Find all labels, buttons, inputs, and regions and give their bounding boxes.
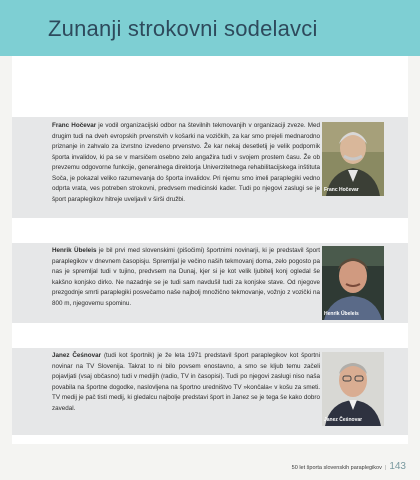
profile-description: (tudi kot športnik) je že leta 1971 predstavil šport paraplegikov kot športni novinar na TV Slovenija. Takrat to ni bilo povsem enostavno, a smo se kljub temu začeli pojavljati (vsaj občasno) tudi v medijih (radio, TV in časopisi). Tudi po njegovi zaslugi niso naša povabila na športne dogodke, naslovljena na športno uredništvo TV »končala« v košu za smeti. TV medij je pač tisti medij, ki gledalcu najbolje predstavi šport in Janez se je tega še kako dobro zavedal.	[52, 352, 320, 412]
portrait-photo	[322, 246, 384, 320]
profile-name: Janez Čeśnovar	[52, 352, 102, 359]
photo-caption: Henrik Übeleis	[324, 311, 359, 317]
photo-caption: Janez Čeśnovar	[324, 417, 363, 423]
portrait-illustration	[322, 352, 384, 426]
profile-description: je bil prvi med slovenskimi (pišočimi) športnimi novinarji, ki je predstavil šport paraplegikov v dnevnem časopisju. Spremljal je večino naših tekmovanj doma, zelo pogosto pa nas je spremljal tudi v tujino, predvsem na Dunaj, kjer si je kot velik ljubitelj konj ogledal še kakšno konjsko dirko. Ne nazadnje se je tudi sam navdušil tudi za konjske stave. Od njegove prezgodnje smrti paraplegiki posvečamo naše najbolj množično tekmovanje, vožnjo z vozički na 800 m, njegovemu spominu.	[52, 247, 320, 307]
profile-name: Franc Hočevar	[52, 122, 97, 129]
profile-henrik-ubeleis	[12, 243, 408, 323]
portrait-illustration	[322, 246, 384, 320]
portrait-photo	[322, 352, 384, 426]
page-title: Zunanji strokovni sodelavci	[48, 16, 318, 41]
photo-caption: Franc Hočevar	[324, 187, 359, 193]
page-footer	[292, 461, 406, 472]
page-number: 143	[389, 461, 406, 472]
page-header	[0, 0, 420, 56]
profile-description: je vodil organizacijski odbor na številnih tekmovanjih v organizaciji zveze. Med drugim tudi na dveh evropskih prvenstvih v košarki na vozičkih, za kar smo prejeli mednarodno priznanje in zahvalo za izvrstno izvedeno prvenstvo. Že kar nekaj desetletij je velik podpornik športa invalidov, ki pa se v marsičem osebno zelo angažira tudi v svojem prostem času. Že ob prevzemu odgovorne funkcije, generalnega direktorja Univerzitetnega rehabilitacijskega inštituta Soča, je pokazal veliko razumevanja do športa invalidov. Pri njemu smo imeli paraplegiki vedno odprta vrata, ves potreben strokovni, predvsem medicinski kader. Tudi po njegovi zaslugi se je šport paraplegikov hitreje uveljavil v širši družbi.	[52, 122, 321, 203]
profile-text	[52, 121, 320, 205]
footer-title: 50 let športa slovenskih paraplegikov	[291, 465, 382, 471]
profile-janez-cesnovar	[12, 348, 408, 435]
portrait-photo	[322, 122, 384, 196]
profile-name: Henrik Übeleis	[52, 247, 97, 254]
profile-text	[52, 351, 320, 414]
portrait-illustration	[322, 122, 384, 196]
footer-separator: |	[384, 465, 387, 471]
profile-text	[52, 246, 320, 309]
profile-franc-hocevar	[12, 117, 408, 218]
